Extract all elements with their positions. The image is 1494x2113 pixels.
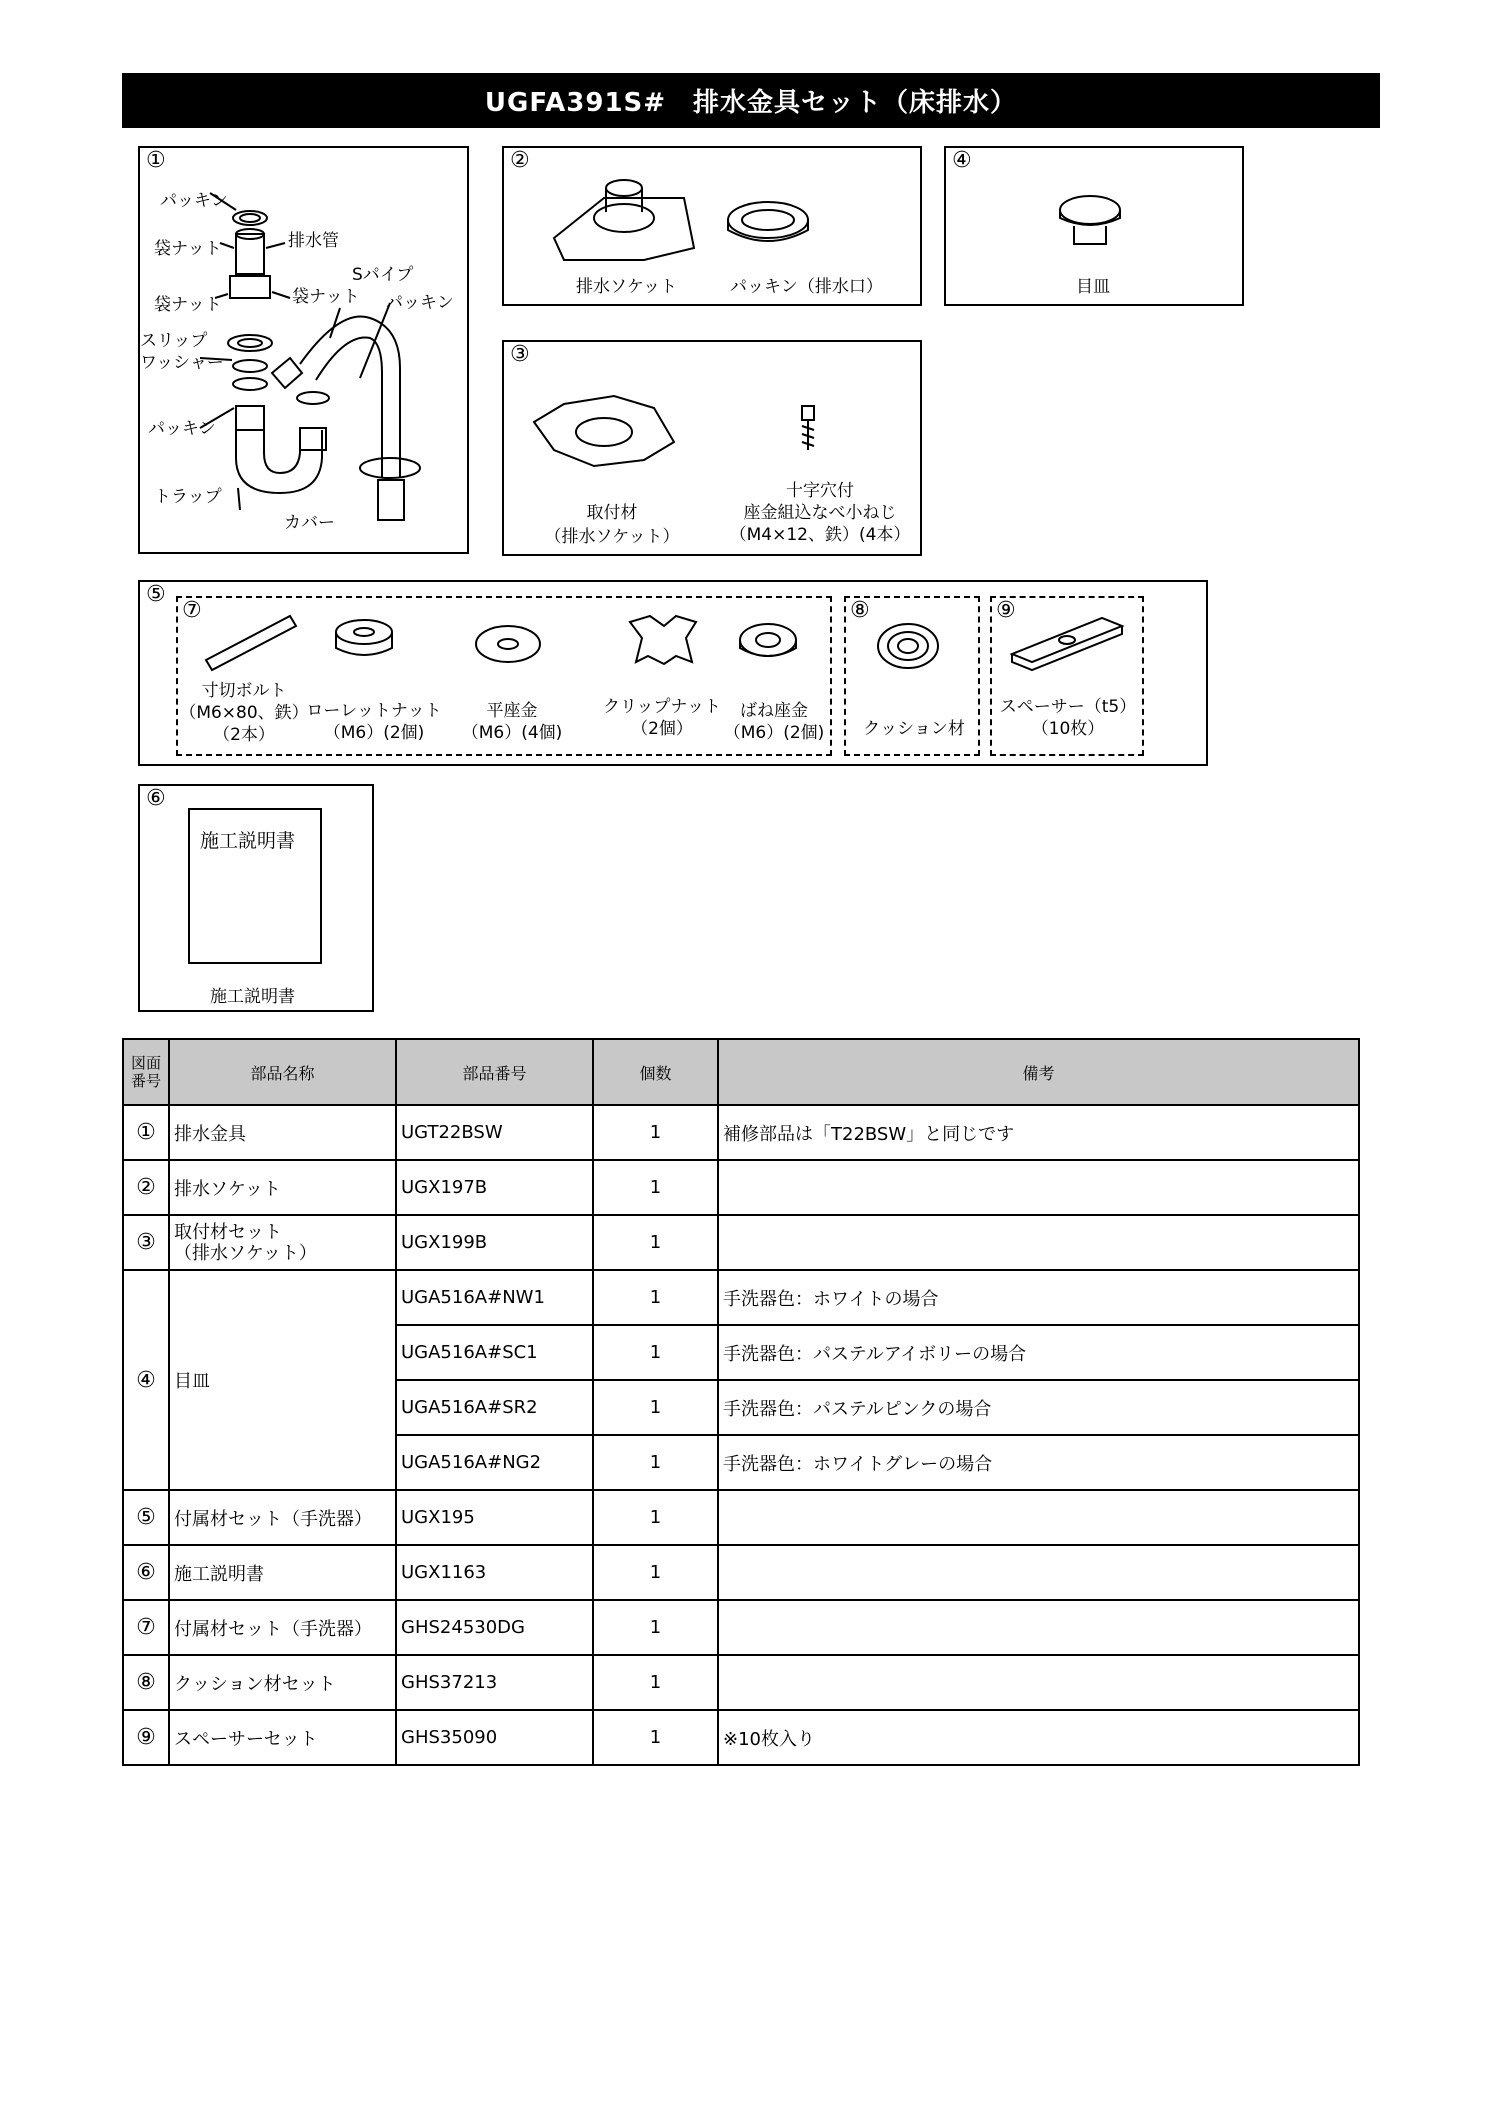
group-number: ⑧ [850,598,870,623]
part-label: パッキン [160,191,228,211]
part-label: スリップ [140,331,208,351]
panel-5-accessory-set [138,580,1208,766]
row-num: ① [123,1105,169,1160]
row-name: クッション材セット [169,1655,396,1710]
row-num: ⑥ [123,1545,169,1600]
row-code: GHS37213 [396,1655,593,1710]
part-label: ローレットナット [306,701,442,721]
table-header [123,1039,1359,1105]
row-name: 排水ソケット [169,1160,396,1215]
part-label: 平座金 [486,701,538,721]
part-label: 寸切ボルト [201,681,287,701]
part-label: （M6）(2個) [323,723,425,743]
row-qty: 1 [593,1435,718,1490]
table-row [123,1710,1359,1765]
panel-3-mounting-set [502,340,922,556]
part-label: （M6）(2個) [723,723,825,743]
row-code: UGA516A#NG2 [396,1435,593,1490]
table-row [123,1545,1359,1600]
row-name: 付属材セット（手洗器） [169,1490,396,1545]
part-label: 排水ソケット [576,277,677,297]
table-row [123,1160,1359,1215]
row-note: 補修部品は「T22BSW」と同じです [718,1105,1359,1160]
part-label: （M4×12、鉄）(4本） [729,525,911,545]
group-7 [176,596,832,756]
manual-booklet [188,808,322,964]
row-note: 手洗器色：パステルアイボリーの場合 [718,1325,1359,1380]
part-label: 袋ナット [154,239,222,259]
table-row [123,1270,1359,1325]
group-number: ⑨ [996,598,1016,623]
row-note [718,1215,1359,1270]
header-part-name: 部品名称 [169,1039,396,1105]
parts-table [122,1038,1360,1766]
page-title: UGFA391S# 排水金具セット（床排水） [122,73,1380,128]
panel-number: ⑥ [146,786,166,811]
part-label: （M6）(4個) [461,723,563,743]
part-label: 袋ナット [292,287,360,307]
row-name: 取付材セット （排水ソケット） [169,1215,396,1270]
row-num: ③ [123,1215,169,1270]
part-label: 袋ナット [154,295,222,315]
part-label: 座金組込なべ小ねじ [743,503,897,523]
header-notes: 備考 [718,1039,1359,1105]
row-code: UGT22BSW [396,1105,593,1160]
row-name: スペーサーセット [169,1710,396,1765]
row-num: ⑤ [123,1490,169,1545]
panel-number: ④ [952,148,972,173]
part-label: （排水ソケット） [544,527,680,547]
part-label: （2本） [213,725,275,745]
row-num: ⑧ [123,1655,169,1710]
group-8 [844,596,980,756]
part-label: 十字穴付 [786,481,854,501]
part-label: （M6×80、鉄） [179,703,309,723]
manual-cover-text: 施工説明書 [200,830,296,852]
row-qty: 1 [593,1545,718,1600]
row-note: 手洗器色：ホワイトグレーの場合 [718,1435,1359,1490]
part-label: パッキン [386,293,454,313]
row-code: UGX195 [396,1490,593,1545]
part-label: カバー [284,513,335,533]
row-note [718,1490,1359,1545]
row-code: UGA516A#NW1 [396,1270,593,1325]
table-row [123,1215,1359,1270]
part-label: トラップ [154,487,222,507]
panel-number: ③ [510,342,530,367]
panel-6-manual [138,784,374,1012]
part-label: 取付材 [586,503,638,523]
row-code: UGX197B [396,1160,593,1215]
header-qty: 個数 [593,1039,718,1105]
row-qty: 1 [593,1270,718,1325]
row-note: ※10枚入り [718,1710,1359,1765]
row-note: 手洗器色：パステルピンクの場合 [718,1380,1359,1435]
panel-1-drain-fitting [138,146,469,554]
part-label: （10枚） [1031,719,1105,739]
group-9 [990,596,1144,756]
row-code: UGX199B [396,1215,593,1270]
row-note [718,1545,1359,1600]
panel-number: ⑤ [146,582,166,607]
row-name: 施工説明書 [169,1545,396,1600]
row-note [718,1160,1359,1215]
panel-number: ② [510,148,530,173]
panel-4-drain-cover [944,146,1244,306]
row-code: GHS24530DG [396,1600,593,1655]
row-qty: 1 [593,1325,718,1380]
row-code: UGA516A#SR2 [396,1380,593,1435]
row-name: 目皿 [169,1270,396,1490]
part-label: スペーサー（t5） [999,697,1137,717]
panel-2-drain-socket [502,146,922,306]
row-qty: 1 [593,1655,718,1710]
row-num: ⑦ [123,1600,169,1655]
row-qty: 1 [593,1710,718,1765]
row-note: 手洗器色：ホワイトの場合 [718,1270,1359,1325]
part-label: パッキン [148,419,216,439]
row-name: 付属材セット（手洗器） [169,1600,396,1655]
part-label: クッション材 [863,719,965,739]
row-qty: 1 [593,1490,718,1545]
row-code: GHS35090 [396,1710,593,1765]
row-name: 排水金具 [169,1105,396,1160]
row-num: ② [123,1160,169,1215]
part-label: パッキン（排水口） [730,277,883,297]
part-label: 目皿 [1076,277,1110,297]
row-code: UGX1163 [396,1545,593,1600]
part-label: （2個） [631,719,693,739]
panel-number: ① [146,148,166,173]
header-drawing-no: 図面 番号 [123,1039,169,1105]
header-part-number: 部品番号 [396,1039,593,1105]
part-label: ばね座金 [740,701,808,721]
group-number: ⑦ [182,598,202,623]
drain-assembly-drawing [140,148,470,553]
row-note [718,1600,1359,1655]
part-label: ワッシャー [140,353,224,373]
table-row [123,1600,1359,1655]
row-note [718,1655,1359,1710]
part-label: Sパイプ [352,265,414,285]
table-row [123,1490,1359,1545]
row-code: UGA516A#SC1 [396,1325,593,1380]
row-qty: 1 [593,1215,718,1270]
row-num: ④ [123,1270,169,1490]
row-qty: 1 [593,1600,718,1655]
row-qty: 1 [593,1160,718,1215]
table-row [123,1655,1359,1710]
row-qty: 1 [593,1380,718,1435]
row-num: ⑨ [123,1710,169,1765]
table-row [123,1105,1359,1160]
part-label: 施工説明書 [210,987,295,1007]
row-qty: 1 [593,1105,718,1160]
part-label: クリップナット [603,697,721,717]
part-label: 排水管 [288,231,339,251]
